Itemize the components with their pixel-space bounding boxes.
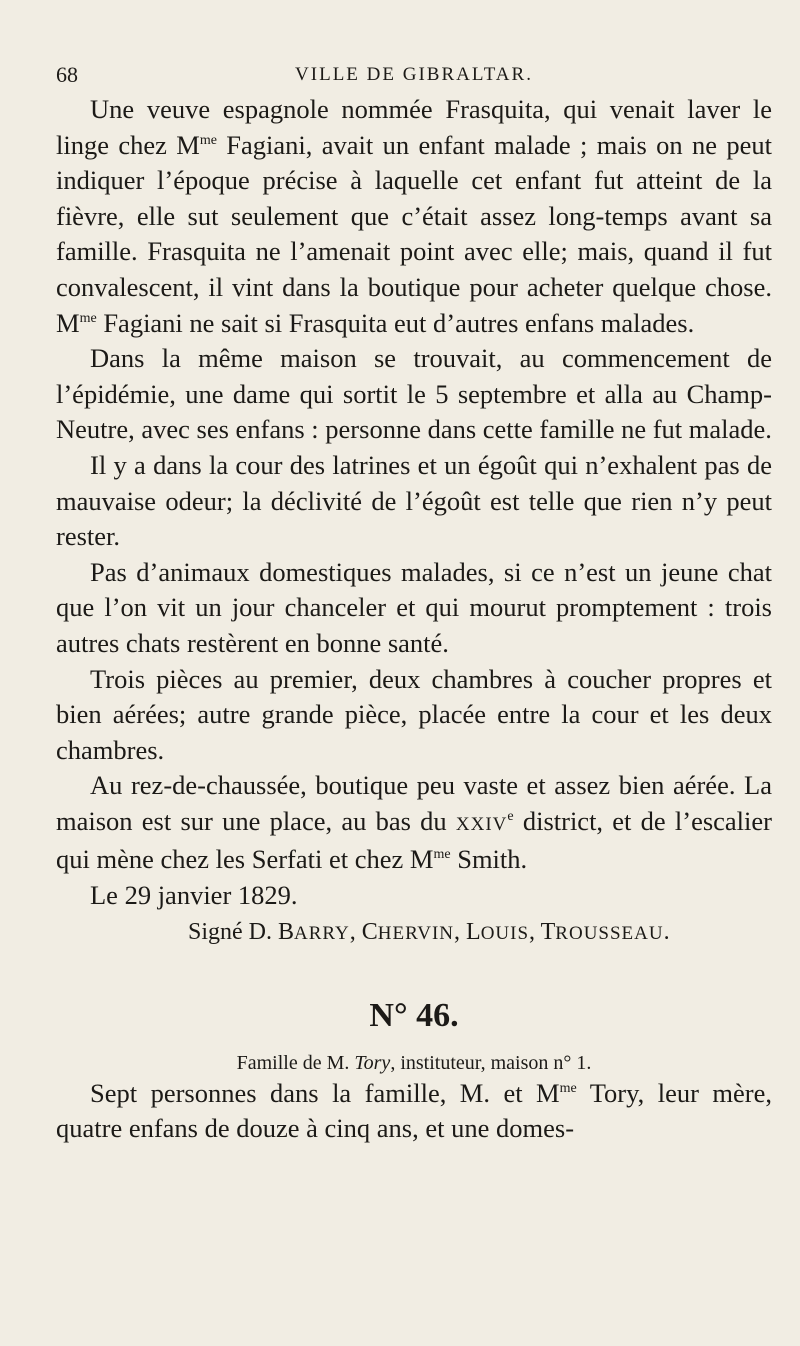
signature-lead: Signé D. bbox=[188, 918, 278, 945]
text-run: Au rez-de-chaussée, boutique peu vaste et assez bien aérée. La maison est sur une place, au bas du bbox=[56, 770, 772, 836]
superscript: e bbox=[507, 808, 514, 824]
signer-initial: L bbox=[466, 918, 481, 945]
paragraph: Il y a dans la cour des latrines et un égoût qui n’exhalent pas de mauvaise odeur; la déclivité de l’égoût est telle que rien n’y peut rester. bbox=[56, 449, 772, 552]
family-name: Tory bbox=[354, 1051, 391, 1074]
text-run: Sept personnes dans la famille, M. et M bbox=[90, 1077, 560, 1108]
page-number: 68 bbox=[56, 62, 78, 87]
page-header bbox=[56, 62, 772, 92]
section-number: N° 46. bbox=[369, 996, 459, 1034]
terminal-period: . bbox=[663, 918, 670, 945]
text-run: Fagiani, avait un enfant malade ; mais on ne peut indiquer l’époque précise à laquelle cet enfant fut atteint de la fièvre, elle sut seulement que c’était assez long-temps avant sa famille. Frasquita ne l’amenait point avec elle; mais, quand il fut convalescent, il vint dans la boutique pour acheter quelque chose. M bbox=[56, 129, 772, 338]
signature-line bbox=[56, 914, 772, 952]
text-run: Tory, leur mère, quatre enfans de douze à cinq ans, et une domes- bbox=[56, 1077, 772, 1144]
text-run: Smith. bbox=[450, 844, 528, 875]
superscript: me bbox=[79, 310, 97, 326]
paragraph: Dans la même maison se trouvait, au commencement de l’épidémie, une dame qui sortit le 5 septembre et alla au Champ-Neutre, avec ses enfans : personne dans cette famille ne fut malade. bbox=[56, 343, 772, 445]
separator: , bbox=[454, 918, 467, 945]
separator: , bbox=[529, 918, 541, 945]
signer-initial: B bbox=[278, 918, 295, 945]
paragraph bbox=[56, 1076, 772, 1147]
text-run: Fagiani ne sait si Frasquita eut d’autres enfans malades. bbox=[96, 307, 695, 338]
text-run: Famille de M. bbox=[236, 1051, 355, 1074]
text-run: district, et de l’escalier qui mène chez les Serfati et chez M bbox=[56, 805, 772, 875]
body-text bbox=[56, 92, 772, 1147]
superscript: me bbox=[559, 1080, 577, 1096]
text-run: Une veuve espagnole nommée Frasquita, qui venait laver le linge chez M bbox=[56, 94, 772, 160]
paragraph: Trois pièces au premier, deux chambres à coucher propres et bien aérées; autre grande pièce, placée entre la cour et les deux chambres. bbox=[56, 663, 772, 765]
paragraph: Pas d’animaux domestiques malades, si ce n’est un jeune chat que l’on vit un jour chanceler et qui mourut promptement : trois autres chats restèrent en bonne santé. bbox=[56, 556, 772, 658]
roman-numeral: XXIV bbox=[455, 813, 508, 835]
signer-name: ARRY bbox=[294, 922, 350, 944]
date-line: Le 29 janvier 1829. bbox=[90, 880, 298, 911]
section-subtitle bbox=[56, 1050, 772, 1076]
superscript: me bbox=[433, 847, 451, 863]
paragraph bbox=[56, 92, 772, 341]
signer-initial: T bbox=[540, 918, 556, 945]
paragraph bbox=[56, 768, 772, 878]
signer-initial: C bbox=[361, 918, 378, 945]
text-run: , instituteur, maison n° 1. bbox=[390, 1051, 592, 1074]
superscript: me bbox=[199, 132, 217, 148]
running-title: VILLE DE GIBRALTAR. bbox=[295, 64, 533, 85]
separator: , bbox=[349, 918, 362, 945]
signer-name: ROUSSEAU bbox=[555, 922, 664, 944]
signer-name: HERVIN bbox=[377, 922, 455, 944]
signer-name: OUIS bbox=[480, 922, 530, 944]
